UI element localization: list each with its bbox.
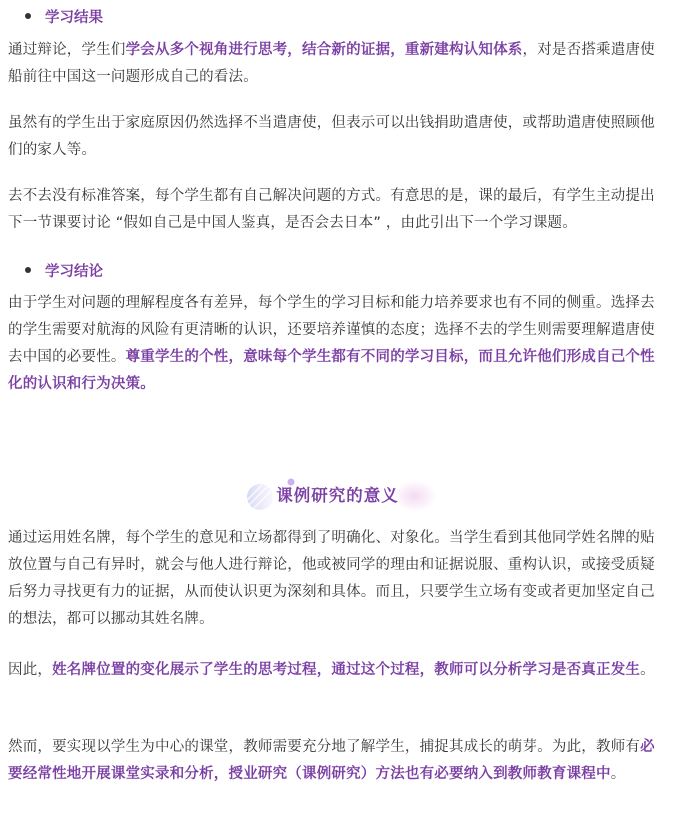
highlighted-text: 学会从多个视角进行思考，结合新的证据，重新建构认知体系 [125,42,523,58]
paragraph [8,110,668,164]
paragraph [8,37,668,91]
paragraph [8,734,668,788]
bullet-learning-results [25,6,103,30]
bullet-learning-conclusion [25,260,103,284]
paragraph [8,183,668,237]
text-run: 。 [610,766,626,782]
text-run: 通过运用姓名牌，每个学生的意见和立场都得到了明确化、对象化。当学生看到其他同学姓名牌的贴放位置与自己有异时，就会与他人进行辩论，他或被同学的理由和证据说服、重构认识，或接受质疑后努力寻找更有力的证据，从而使认识更为深刻和具体。而且，只要学生立场有变或者更加坚定自己的想法，都可以挪动其姓名牌。 [8,530,655,627]
bullet-dot-icon [25,13,31,19]
text-run: 因此， [8,662,53,678]
text-run: 。 [640,662,655,678]
section-heading [0,478,675,514]
bullet-label: 学习结论 [45,264,103,280]
paragraph [8,525,668,633]
heading-text: 课例研究的意义 [276,486,399,505]
bullet-dot-icon [25,267,31,273]
bullet-label: 学习结果 [45,10,103,26]
text-run: ，对是否搭乘遣唐使船前往中国这一问题形成自己的看法。 [8,42,655,85]
text-run: 去不去没有标准答案，每个学生都有自己解决问题的方式。有意思的是，课的最后，有学生主动提出下一节课要讨论 “假如自己是中国人鉴真，是否会去日本” ，由此引出下一个学习课题。 [8,188,655,231]
text-run: 虽然有的学生出于家庭原因仍然选择不当遣唐使，但表示可以出钱捐助遣唐使，或帮助遣唐使照顾他们的家人等。 [8,115,655,158]
highlighted-text: 必要经常性地开展课堂实录和分析，授业研究（课例研究）方法也有必要纳入到教师教育课程中 [8,739,655,782]
highlighted-text: 尊重学生的个性，意味每个学生都有不同的学习目标，而且允许他们形成自己个性化的认识和行为决策。 [8,349,655,392]
text-run: 通过辩论，学生们 [8,42,126,58]
paragraph [8,290,668,398]
text-run: 然而，要实现以学生为中心的课堂，教师需要充分地了解学生，捕捉其成长的萌芽。为此，教师有 [8,739,641,755]
paragraph [8,657,668,684]
highlighted-text: 姓名牌位置的变化展示了学生的思考过程，通过这个过程，教师可以分析学习是否真正发生 [52,662,641,678]
text-run: 由于学生对问题的理解程度各有差异，每个学生的学习目标和能力培养要求也有不同的侧重。选择去的学生需要对航海的风险有更清晰的认识，还要培养谨慎的态度；选择不去的学生则需要理解遣唐使去中国的必要性。 [8,295,655,365]
